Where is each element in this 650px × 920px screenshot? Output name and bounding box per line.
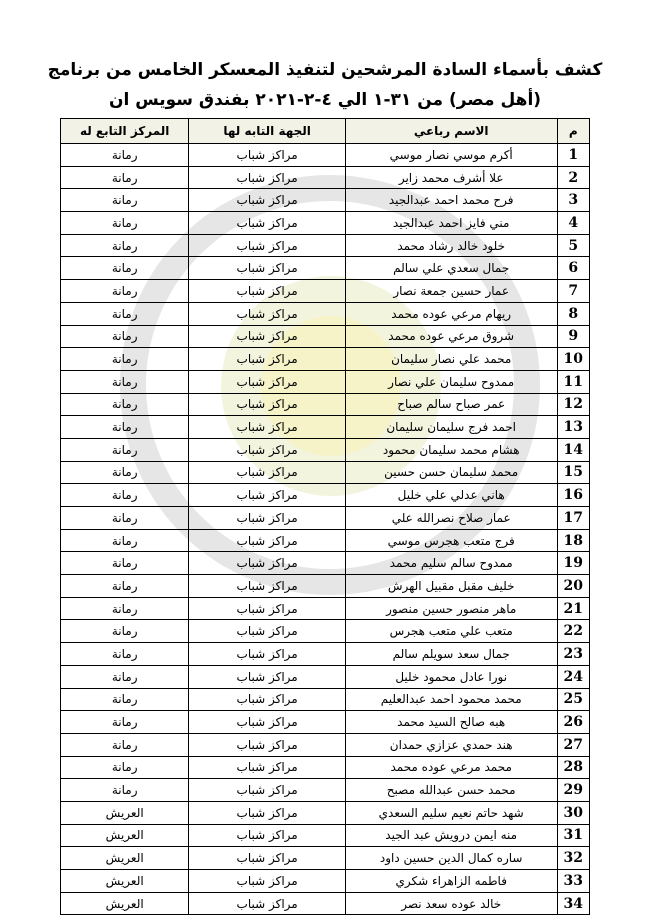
row-full-name: هبه صالح السيد محمد (345, 711, 557, 734)
row-center: رمانة (61, 643, 189, 666)
row-full-name: خلود خالد رشاد محمد (345, 234, 557, 257)
row-full-name: محمد حسن عبدالله مصبح (345, 779, 557, 802)
table-row (61, 257, 590, 280)
table-row (61, 824, 590, 847)
row-full-name: احمد فرج سليمان سليمان (345, 416, 557, 439)
table-row (61, 620, 590, 643)
row-number: 2 (557, 166, 589, 189)
row-agency: مراكز شباب (189, 234, 345, 257)
row-number: 17 (557, 507, 589, 530)
table-row (61, 870, 590, 893)
row-agency: مراكز شباب (189, 257, 345, 280)
row-center: العريش (61, 801, 189, 824)
row-center: رمانة (61, 552, 189, 575)
row-full-name: جمال سعد سويلم سالم (345, 643, 557, 666)
row-agency: مراكز شباب (189, 325, 345, 348)
table-row (61, 529, 590, 552)
row-center: رمانة (61, 461, 189, 484)
row-center: رمانة (61, 144, 189, 167)
table-row (61, 892, 590, 915)
row-full-name: فرج متعب هجرس موسي (345, 529, 557, 552)
row-center: العريش (61, 870, 189, 893)
row-number: 21 (557, 597, 589, 620)
table-row (61, 461, 590, 484)
row-number: 30 (557, 801, 589, 824)
row-center: رمانة (61, 280, 189, 303)
table-row (61, 552, 590, 575)
row-center: رمانة (61, 507, 189, 530)
table-row (61, 756, 590, 779)
row-center: رمانة (61, 348, 189, 371)
row-number: 34 (557, 892, 589, 915)
row-agency: مراكز شباب (189, 892, 345, 915)
header-affiliated-agency: الجهة التابه لها (189, 119, 345, 144)
row-full-name: محمد علي نصار سليمان (345, 348, 557, 371)
row-full-name: ماهر منصور حسين منصور (345, 597, 557, 620)
table-row (61, 416, 590, 439)
row-number: 16 (557, 484, 589, 507)
row-agency: مراكز شباب (189, 801, 345, 824)
row-full-name: هاني عدلي علي خليل (345, 484, 557, 507)
row-number: 6 (557, 257, 589, 280)
row-center: رمانة (61, 212, 189, 235)
table-row (61, 643, 590, 666)
row-agency: مراكز شباب (189, 166, 345, 189)
row-agency: مراكز شباب (189, 688, 345, 711)
row-full-name: ريهام مرعي عوده محمد (345, 302, 557, 325)
row-agency: مراكز شباب (189, 144, 345, 167)
table-row (61, 484, 590, 507)
row-number: 28 (557, 756, 589, 779)
row-agency: مراكز شباب (189, 370, 345, 393)
row-full-name: متعب علي متعب هجرس (345, 620, 557, 643)
row-full-name: ساره كمال الدين حسين داود (345, 847, 557, 870)
row-center: رمانة (61, 302, 189, 325)
row-agency: مراكز شباب (189, 733, 345, 756)
row-center: العريش (61, 892, 189, 915)
row-full-name: منه ايمن درويش عبد الجيد (345, 824, 557, 847)
row-full-name: محمد سليمان حسن حسين (345, 461, 557, 484)
row-agency: مراكز شباب (189, 824, 345, 847)
row-agency: مراكز شباب (189, 416, 345, 439)
row-agency: مراكز شباب (189, 189, 345, 212)
table-row (61, 733, 590, 756)
row-full-name: محمد مرعي عوده محمد (345, 756, 557, 779)
row-number: 27 (557, 733, 589, 756)
row-full-name: خالد عوده سعد نصر (345, 892, 557, 915)
row-agency: مراكز شباب (189, 711, 345, 734)
row-center: رمانة (61, 688, 189, 711)
row-full-name: فاطمه الزاهراء شكري (345, 870, 557, 893)
row-center: رمانة (61, 597, 189, 620)
row-full-name: مني فايز احمد عبدالجيد (345, 212, 557, 235)
row-full-name: شروق مرعي عوده محمد (345, 325, 557, 348)
row-number: 10 (557, 348, 589, 371)
row-agency: مراكز شباب (189, 212, 345, 235)
row-number: 14 (557, 438, 589, 461)
table-row (61, 575, 590, 598)
row-agency: مراكز شباب (189, 643, 345, 666)
row-number: 1 (557, 144, 589, 167)
table-row (61, 325, 590, 348)
table-header-row (61, 119, 590, 144)
row-full-name: شهد حاتم نعيم سليم السعدي (345, 801, 557, 824)
row-agency: مراكز شباب (189, 847, 345, 870)
row-center: العريش (61, 847, 189, 870)
page-title-line-1: كشف بأسماء السادة المرشحين لتنفيذ المعسكر الخامس من برنامج (47, 60, 603, 80)
row-agency: مراكز شباب (189, 597, 345, 620)
row-full-name: خليف مقبل مقبيل الهرش (345, 575, 557, 598)
row-number: 24 (557, 665, 589, 688)
row-center: رمانة (61, 416, 189, 439)
row-center: رمانة (61, 325, 189, 348)
row-number: 20 (557, 575, 589, 598)
row-full-name: علا أشرف محمد زاير (345, 166, 557, 189)
table-row (61, 438, 590, 461)
table-row (61, 711, 590, 734)
row-center: رمانة (61, 166, 189, 189)
row-agency: مراكز شباب (189, 348, 345, 371)
row-center: رمانة (61, 665, 189, 688)
row-number: 5 (557, 234, 589, 257)
row-center: رمانة (61, 575, 189, 598)
row-number: 31 (557, 824, 589, 847)
row-agency: مراكز شباب (189, 461, 345, 484)
row-center: رمانة (61, 370, 189, 393)
row-agency: مراكز شباب (189, 280, 345, 303)
candidates-table (60, 118, 590, 915)
row-full-name: هند حمدي عزازي حمدان (345, 733, 557, 756)
table-row (61, 801, 590, 824)
table-row (61, 779, 590, 802)
row-number: 4 (557, 212, 589, 235)
row-full-name: عمار صلاح نصرالله علي (345, 507, 557, 530)
table-row (61, 280, 590, 303)
row-center: رمانة (61, 234, 189, 257)
table-row (61, 370, 590, 393)
row-center: رمانة (61, 438, 189, 461)
table-row (61, 348, 590, 371)
row-full-name: هشام محمد سليمان محمود (345, 438, 557, 461)
row-number: 33 (557, 870, 589, 893)
row-agency: مراكز شباب (189, 575, 345, 598)
row-full-name: محمد محمود احمد عبدالعليم (345, 688, 557, 711)
row-number: 26 (557, 711, 589, 734)
row-number: 11 (557, 370, 589, 393)
row-number: 29 (557, 779, 589, 802)
row-full-name: عمار حسين جمعة نصار (345, 280, 557, 303)
row-center: العريش (61, 824, 189, 847)
row-full-name: عمر صباح سالم صباح (345, 393, 557, 416)
row-agency: مراكز شباب (189, 552, 345, 575)
table-row (61, 597, 590, 620)
header-affiliated-center: المركز التابع له (61, 119, 189, 144)
table-row (61, 189, 590, 212)
row-center: رمانة (61, 257, 189, 280)
table-row (61, 393, 590, 416)
row-number: 12 (557, 393, 589, 416)
row-full-name: ممدوح سليمان علي نصار (345, 370, 557, 393)
row-agency: مراكز شباب (189, 529, 345, 552)
row-center: رمانة (61, 484, 189, 507)
row-agency: مراكز شباب (189, 756, 345, 779)
table-row (61, 302, 590, 325)
row-number: 25 (557, 688, 589, 711)
row-agency: مراكز شباب (189, 779, 345, 802)
row-number: 8 (557, 302, 589, 325)
row-center: رمانة (61, 620, 189, 643)
row-center: رمانة (61, 733, 189, 756)
row-full-name: ممدوح سالم سليم محمد (345, 552, 557, 575)
table-row (61, 665, 590, 688)
row-number: 22 (557, 620, 589, 643)
row-number: 3 (557, 189, 589, 212)
header-number: م (557, 119, 589, 144)
table-row (61, 507, 590, 530)
row-agency: مراكز شباب (189, 870, 345, 893)
row-number: 23 (557, 643, 589, 666)
row-number: 7 (557, 280, 589, 303)
table-row (61, 234, 590, 257)
table-row (61, 144, 590, 167)
row-agency: مراكز شباب (189, 507, 345, 530)
row-agency: مراكز شباب (189, 620, 345, 643)
row-center: رمانة (61, 756, 189, 779)
row-number: 13 (557, 416, 589, 439)
row-agency: مراكز شباب (189, 665, 345, 688)
row-center: رمانة (61, 393, 189, 416)
row-full-name: جمال سعدي علي سالم (345, 257, 557, 280)
row-center: رمانة (61, 779, 189, 802)
row-full-name: أكرم موسي نصار موسي (345, 144, 557, 167)
row-agency: مراكز شباب (189, 484, 345, 507)
row-number: 32 (557, 847, 589, 870)
row-full-name: فرح محمد احمد عبدالجيد (345, 189, 557, 212)
row-number: 18 (557, 529, 589, 552)
row-center: رمانة (61, 529, 189, 552)
row-agency: مراكز شباب (189, 302, 345, 325)
table-row (61, 847, 590, 870)
table-row (61, 212, 590, 235)
row-number: 19 (557, 552, 589, 575)
table-row (61, 166, 590, 189)
row-number: 9 (557, 325, 589, 348)
row-number: 15 (557, 461, 589, 484)
table-row (61, 688, 590, 711)
row-agency: مراكز شباب (189, 393, 345, 416)
header-full-name: الاسم رباعي (345, 119, 557, 144)
row-agency: مراكز شباب (189, 438, 345, 461)
page-title-line-2: (أهل مصر) من ٣١-١ الي ٤-٢-٢٠٢١ بفندق سويس ان (108, 90, 542, 110)
row-full-name: نورا عادل محمود خليل (345, 665, 557, 688)
row-center: رمانة (61, 189, 189, 212)
row-center: رمانة (61, 711, 189, 734)
